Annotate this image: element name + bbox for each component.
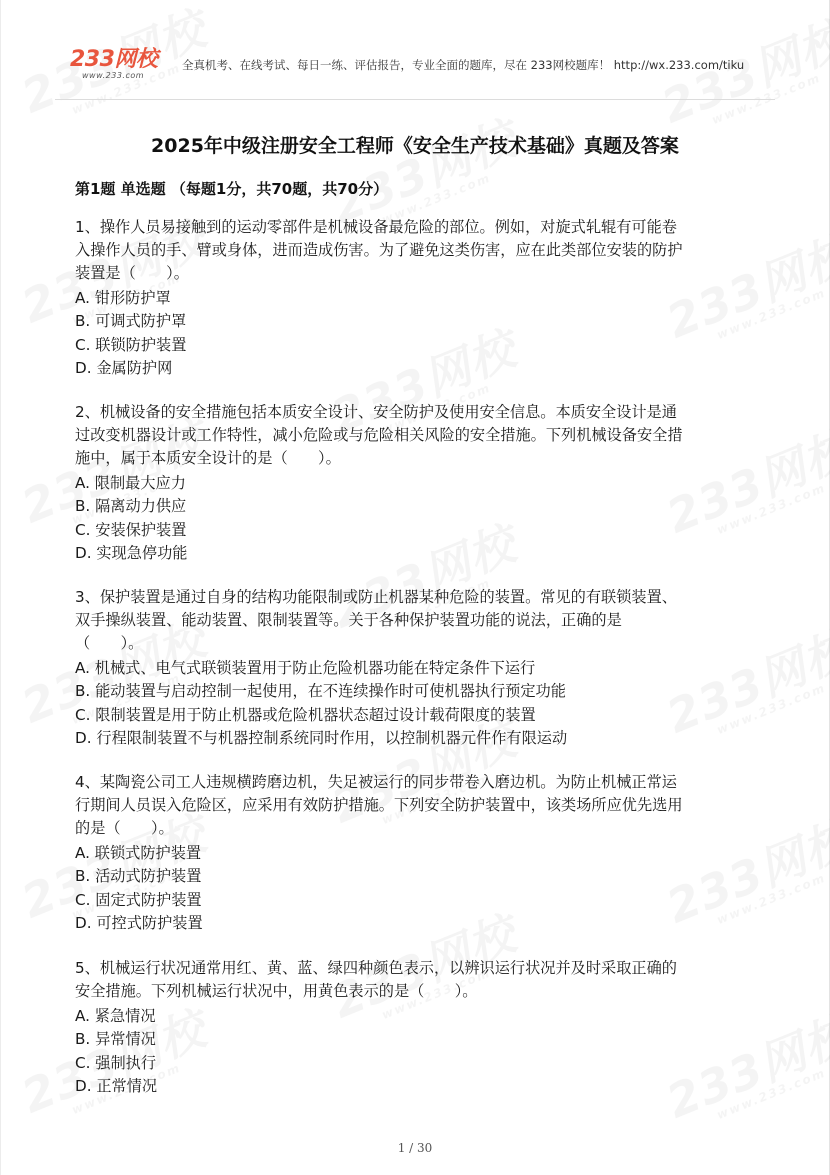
stem-line: 3、保护装置是通过自身的结构功能限制或防止机器某种危险的装置。常见的有联锁装置、	[75, 588, 677, 606]
option-d: D. 行程限制装置不与机器控制系统同时作用，以控制机器元件作有限运动	[75, 728, 568, 747]
option-b: B. 异常情况	[75, 1030, 156, 1049]
stem-line: 1、操作人员易接触到的运动零部件是机械设备最危险的部位。例如，对旋式轧辊有可能卷	[75, 218, 677, 236]
brand-logo	[70, 48, 180, 84]
document-title: 2025年中级注册安全工程师《安全生产技术基础》真题及答案	[151, 135, 679, 157]
stem-line: 的是（ ）。	[75, 819, 174, 837]
option-d: D. 金属防护网	[75, 358, 173, 377]
question-4	[75, 771, 775, 935]
option-b: B. 能动装置与启动控制一起使用，在不连续操作时可使机器执行预定功能	[75, 682, 566, 701]
stem-line: 5、机械运行状况通常用红、黄、蓝、绿四种颜色表示，以辨识运行状况并及时采取正确的	[75, 959, 677, 977]
option-c: C. 限制装置是用于防止机器或危险机器状态超过设计载荷限度的装置	[75, 705, 536, 724]
question-stem	[75, 586, 775, 655]
stem-line: 过改变机器设计或工作特性，减小危险或与危险相关风险的安全措施。下列机械设备安全措	[75, 426, 683, 444]
page-header	[70, 48, 780, 88]
stem-line: 双手操纵装置、能动装置、限制装置等。关于各种保护装置功能的说法，正确的是	[75, 611, 622, 629]
option-c: C. 联锁防护装置	[75, 335, 187, 354]
stem-line: 4、某陶瓷公司工人违规横跨磨边机，失足被运行的同步带卷入磨边机。为防止机械正常运	[75, 773, 677, 791]
stem-line: 安全措施。下列机械运行状况中，用黄色表示的是（ ）。	[75, 982, 478, 1000]
section-heading: 第1题 单选题 （每题1分，共70题，共70分）	[75, 180, 389, 198]
option-a: A. 限制最大应力	[75, 474, 186, 492]
stem-line: 施中，属于本质安全设计的是（ ）。	[75, 449, 341, 467]
stem-line: 入操作人员的手、臂或身体，进而造成伤害。为了避免这类伤害，应在此类部位安装的防护	[75, 241, 683, 259]
option-b: B. 隔离动力供应	[75, 497, 187, 516]
header-divider	[55, 99, 775, 100]
question-5	[75, 957, 775, 1098]
page-indicator: 1 / 30	[397, 1141, 433, 1155]
option-d: D. 实现急停功能	[75, 543, 188, 562]
question-stem	[75, 771, 775, 840]
option-a: A. 紧急情况	[75, 1007, 156, 1025]
question-stem	[75, 401, 775, 470]
option-c: C. 固定式防护装置	[75, 890, 202, 909]
option-b: B. 活动式防护装置	[75, 867, 202, 886]
question-stem	[75, 957, 775, 1003]
option-c: C. 强制执行	[75, 1053, 157, 1072]
option-b: B. 可调式防护罩	[75, 312, 187, 331]
question-2	[75, 401, 775, 565]
question-3	[75, 586, 775, 750]
question-stem	[75, 216, 775, 285]
stem-line: 装置是（ ）。	[75, 264, 189, 282]
option-a: A. 钳形防护罩	[75, 289, 171, 307]
option-a: A. 联锁式防护装置	[75, 844, 202, 862]
stem-line: （ ）。	[75, 634, 144, 652]
stem-line: 2、机械设备的安全措施包括本质安全设计、安全防护及使用安全信息。本质安全设计是通	[75, 403, 677, 421]
option-d: D. 可控式防护装置	[75, 913, 203, 932]
logo-url: www.233.com	[82, 71, 145, 80]
option-a: A. 机械式、电气式联锁装置用于防止危险机器功能在特定条件下运行	[75, 659, 536, 677]
option-c: C. 安装保护装置	[75, 520, 187, 539]
logo-wordmark: 233网校	[70, 47, 158, 72]
question-1	[75, 216, 775, 380]
page-border-left	[0, 0, 1, 1175]
header-tagline: 全真机考、在线考试、每日一练、评估报告，专业全面的题库，尽在 233网校题库！ http://wx.233.com/tiku	[182, 58, 745, 72]
option-d: D. 正常情况	[75, 1076, 158, 1095]
stem-line: 行期间人员误入危险区，应采用有效防护措施。下列安全防护装置中，该类场所应优先选用	[75, 796, 683, 814]
